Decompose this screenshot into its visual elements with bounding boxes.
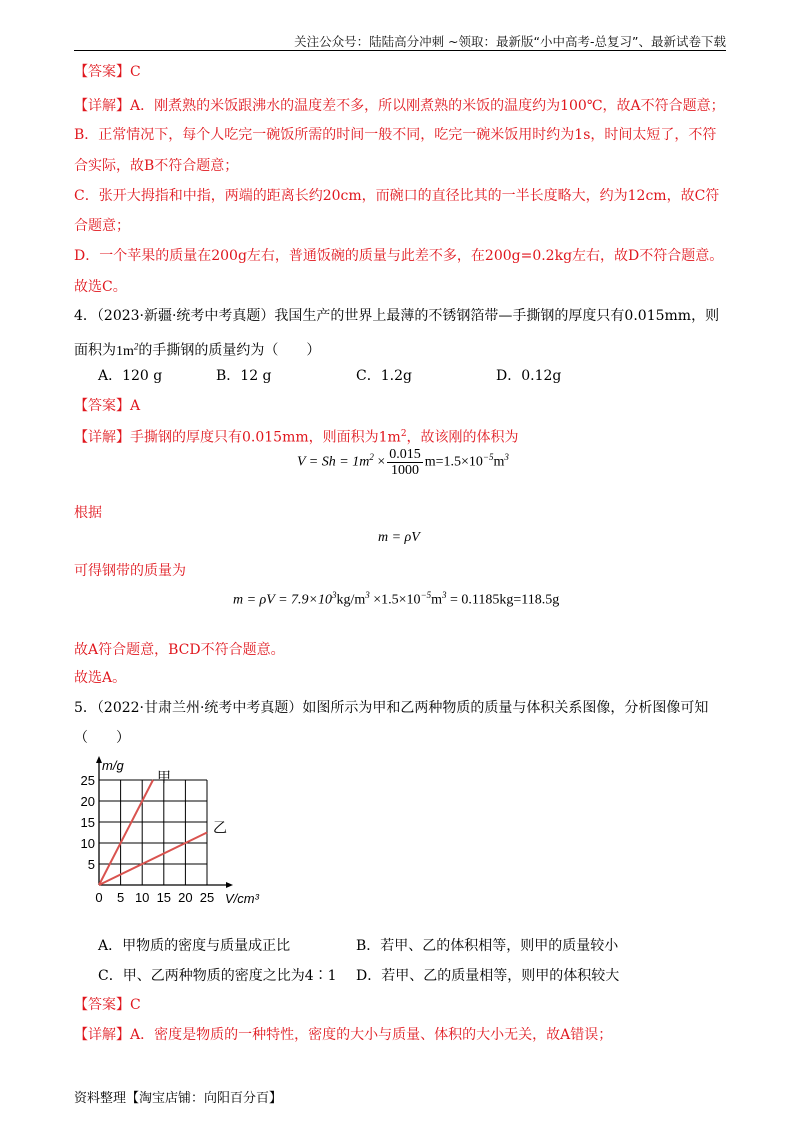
q4-mass-intro: 可得钢带的质量为	[74, 563, 186, 579]
q4-conclusion-2: 故选A。	[74, 670, 127, 686]
series-line-jia	[99, 780, 153, 885]
y-axis-label: m/g	[102, 758, 124, 773]
q4-stem-line2	[74, 336, 320, 362]
q4-stem-pre: 面积为	[74, 342, 116, 359]
q4-stem-line1: 4．（2023·新疆·统考中考真题）我国生产的世界上最薄的不锈钢箔带—手撕钢的厚度只有0.015mm，则	[74, 308, 720, 324]
q4-option-d: D．0.12g	[496, 368, 562, 384]
q5-stem-line1: 5．（2022·甘肃兰州·统考中考真题）如图所示为甲和乙两种物质的质量与体积关系图像，分析图像可知	[74, 700, 709, 716]
q4-conclusion-1: 故A符合题意，BCD不符合题意。	[74, 642, 285, 658]
q4-detail-1: 【详解】手撕钢的厚度只有0.015mm，则面积为$1m^2$，故该刚的体积为	[74, 429, 519, 446]
q4-equation-volume: $V = Sh = 1m^2$ × $\frac{0.015}{1000}$ $m=1.5\times 10^{-5}m^3$	[297, 447, 509, 478]
q3-detail-d: D．一个苹果的质量在200g左右，普通饭碗的质量与此差不多，在200g=0.2kg左右，故D不符合题意。	[74, 248, 724, 264]
series-label: 乙	[213, 819, 227, 836]
q4-option-b: B．12 g	[216, 368, 272, 384]
q3-detail-b2: 合实际，故B不符合题意；	[74, 158, 239, 174]
q4-equation-density: m = ρV	[378, 530, 420, 545]
q3-answer: 【答案】C	[74, 64, 141, 80]
page-header: 关注公众号：陆陆高分冲刺 ~领取：最新版“小中高考-总复习”、最新试卷下载	[294, 34, 726, 49]
q4-according: 根据	[74, 505, 102, 521]
x-axis-label: V/cm³	[225, 891, 259, 906]
y-tick-label: 15	[80, 815, 95, 830]
x-tick-label: 10	[134, 890, 150, 905]
header-rule	[74, 50, 726, 51]
q3-detail-c1: C．张开大拇指和中指，两端的距离长约20cm，而碗口的直径比其的一半长度略大，约为12cm，故C符	[74, 188, 720, 204]
q5-stem-line2: （ ）	[74, 730, 130, 746]
x-tick-label: 0	[95, 890, 103, 905]
q3-detail-b1: B．正常情况下，每个人吃完一碗饭所需的时间一般不同，吃完一碗米饭用时约为1s，时间太短了，不符	[74, 127, 717, 143]
series-label: 甲	[157, 769, 171, 785]
q4-equation-mass: $m = \rho V = 7.9\times 10^3kg/m^3 \times 1.5\times 10^{-5}m^3 = 0.1185kg=118.5g$	[233, 590, 560, 608]
y-tick-label: 10	[80, 836, 95, 851]
q4-option-a: A．120 g	[98, 368, 163, 384]
y-tick-label: 25	[80, 773, 95, 788]
q5-detail-a: 【详解】A．密度是物质的一种特性，密度的大小与质量、体积的大小无关，故A错误；	[74, 1027, 613, 1043]
x-tick-label: 20	[178, 890, 193, 905]
q3-conclusion: 故选C。	[74, 279, 127, 295]
y-tick-label: 20	[80, 794, 95, 809]
q5-option-b: B．若甲、乙的体积相等，则甲的质量较小	[356, 938, 619, 954]
q4-stem-unit: $1m^2$	[116, 341, 139, 359]
q5-option-c: C．甲、乙两种物质的密度之比为4∶1	[98, 968, 337, 984]
series-line-yi	[99, 833, 207, 886]
q4-option-c: C．1.2g	[356, 368, 412, 384]
q3-detail-a: 【详解】A．刚煮熟的米饭跟沸水的温度差不多，所以刚煮熟的米饭的温度约为100℃，故A不符合题意；	[74, 98, 725, 114]
x-tick-label: 15	[156, 890, 172, 905]
page-footer: 资料整理【淘宝店铺：向阳百分百】	[74, 1091, 283, 1106]
q3-detail-c2: 合题意；	[74, 218, 130, 234]
q4-answer: 【答案】A	[74, 398, 141, 414]
x-axis-arrow	[226, 882, 233, 888]
q5-option-d: D．若甲、乙的质量相等，则甲的体积较大	[356, 968, 620, 984]
chart-layer	[81, 756, 260, 906]
q5-option-a: A．甲物质的密度与质量成正比	[98, 938, 291, 954]
x-tick-label: 25	[199, 890, 215, 905]
y-tick-label: 5	[87, 857, 95, 872]
q4-stem-post: 的手撕钢的质量约为（ ）	[138, 342, 321, 359]
x-tick-label: 5	[116, 890, 125, 905]
mass-volume-graph	[74, 755, 284, 915]
q5-answer: 【答案】C	[74, 997, 141, 1013]
